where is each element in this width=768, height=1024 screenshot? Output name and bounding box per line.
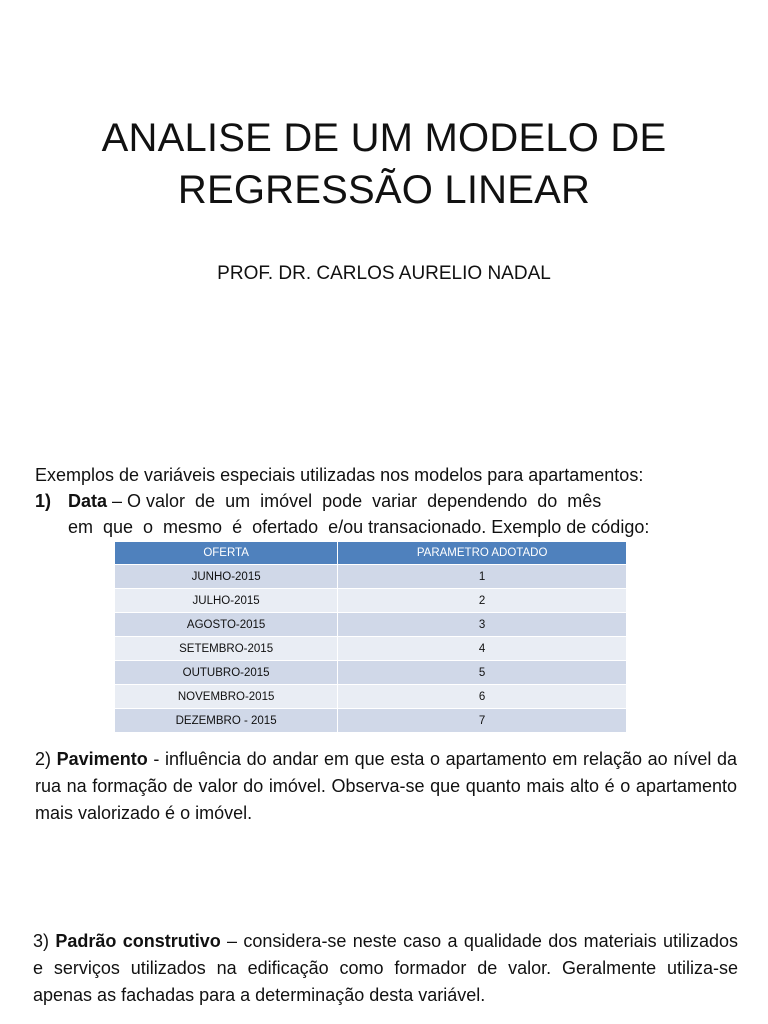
author-subtitle: PROF. DR. CARLOS AURELIO NADAL [217, 263, 551, 284]
table-cell-oferta: AGOSTO-2015 [115, 613, 338, 637]
table-row [115, 613, 627, 637]
title-line-2: REGRESSÃO LINEAR [177, 168, 591, 212]
table-row [115, 637, 627, 661]
table-cell-oferta: JUNHO-2015 [115, 565, 338, 589]
table-cell-oferta: JULHO-2015 [115, 589, 338, 613]
date-code-table [115, 542, 627, 732]
table-cell-oferta: NOVEMBRO-2015 [115, 685, 338, 709]
item-pavimento-term: Pavimento [56, 749, 148, 769]
table-row [115, 685, 627, 709]
table-header-row [115, 542, 627, 565]
item-data-text-1: – O valor de um imóvel pode variar dependendo do mês [107, 491, 602, 511]
item-data-text-2: em que o mesmo é ofertado e/ou transacionado. Exemplo de código: [68, 517, 650, 537]
item-padrao-text: – considera-se neste caso a qualidade dos materiais utilizados e serviços utilizados na edificação como formador de valor. Geralmente utiliza-se apenas as fachadas para a determinação desta variável. [33, 931, 739, 1005]
table-cell-oferta: DEZEMBRO - 2015 [115, 709, 338, 733]
item-data-number: 1) [35, 491, 52, 511]
item-pavimento-text: - influência do andar em que esta o apartamento em relação ao nível da rua na formação de valor do imóvel. Observa-se que quanto mais alto é o apartamento mais valorizado é o imóvel. [35, 749, 738, 823]
item-pavimento-number: 2) [35, 749, 57, 769]
table-header-oferta: OFERTA [115, 542, 338, 565]
table-cell-parametro: 2 [338, 589, 627, 613]
table-row [115, 589, 627, 613]
table-cell-parametro: 5 [338, 661, 627, 685]
table-cell-parametro: 7 [338, 709, 627, 733]
table-cell-parametro: 1 [338, 565, 627, 589]
item-data [35, 488, 735, 540]
table-header-parametro: PARAMETRO ADOTADO [338, 542, 627, 565]
table-cell-oferta: SETEMBRO-2015 [115, 637, 338, 661]
slide-title [0, 112, 768, 216]
table-cell-parametro: 4 [338, 637, 627, 661]
table-cell-oferta: OUTUBRO-2015 [115, 661, 338, 685]
intro-text: Exemplos de variáveis especiais utilizadas nos modelos para apartamentos: [35, 465, 644, 485]
item-pavimento [35, 746, 737, 827]
item-data-term: Data [68, 491, 108, 511]
table-cell-parametro: 6 [338, 685, 627, 709]
table-row [115, 661, 627, 685]
item-padrao-number: 3) [33, 931, 56, 951]
table-cell-parametro: 3 [338, 613, 627, 637]
table-row [115, 709, 627, 733]
table-row [115, 565, 627, 589]
title-line-1: ANALISE DE UM MODELO DE [101, 116, 667, 160]
item-data-line-1 [35, 488, 735, 514]
item-padrao-construtivo [33, 928, 738, 1009]
item-padrao-term: Padrão construtivo [55, 931, 221, 951]
